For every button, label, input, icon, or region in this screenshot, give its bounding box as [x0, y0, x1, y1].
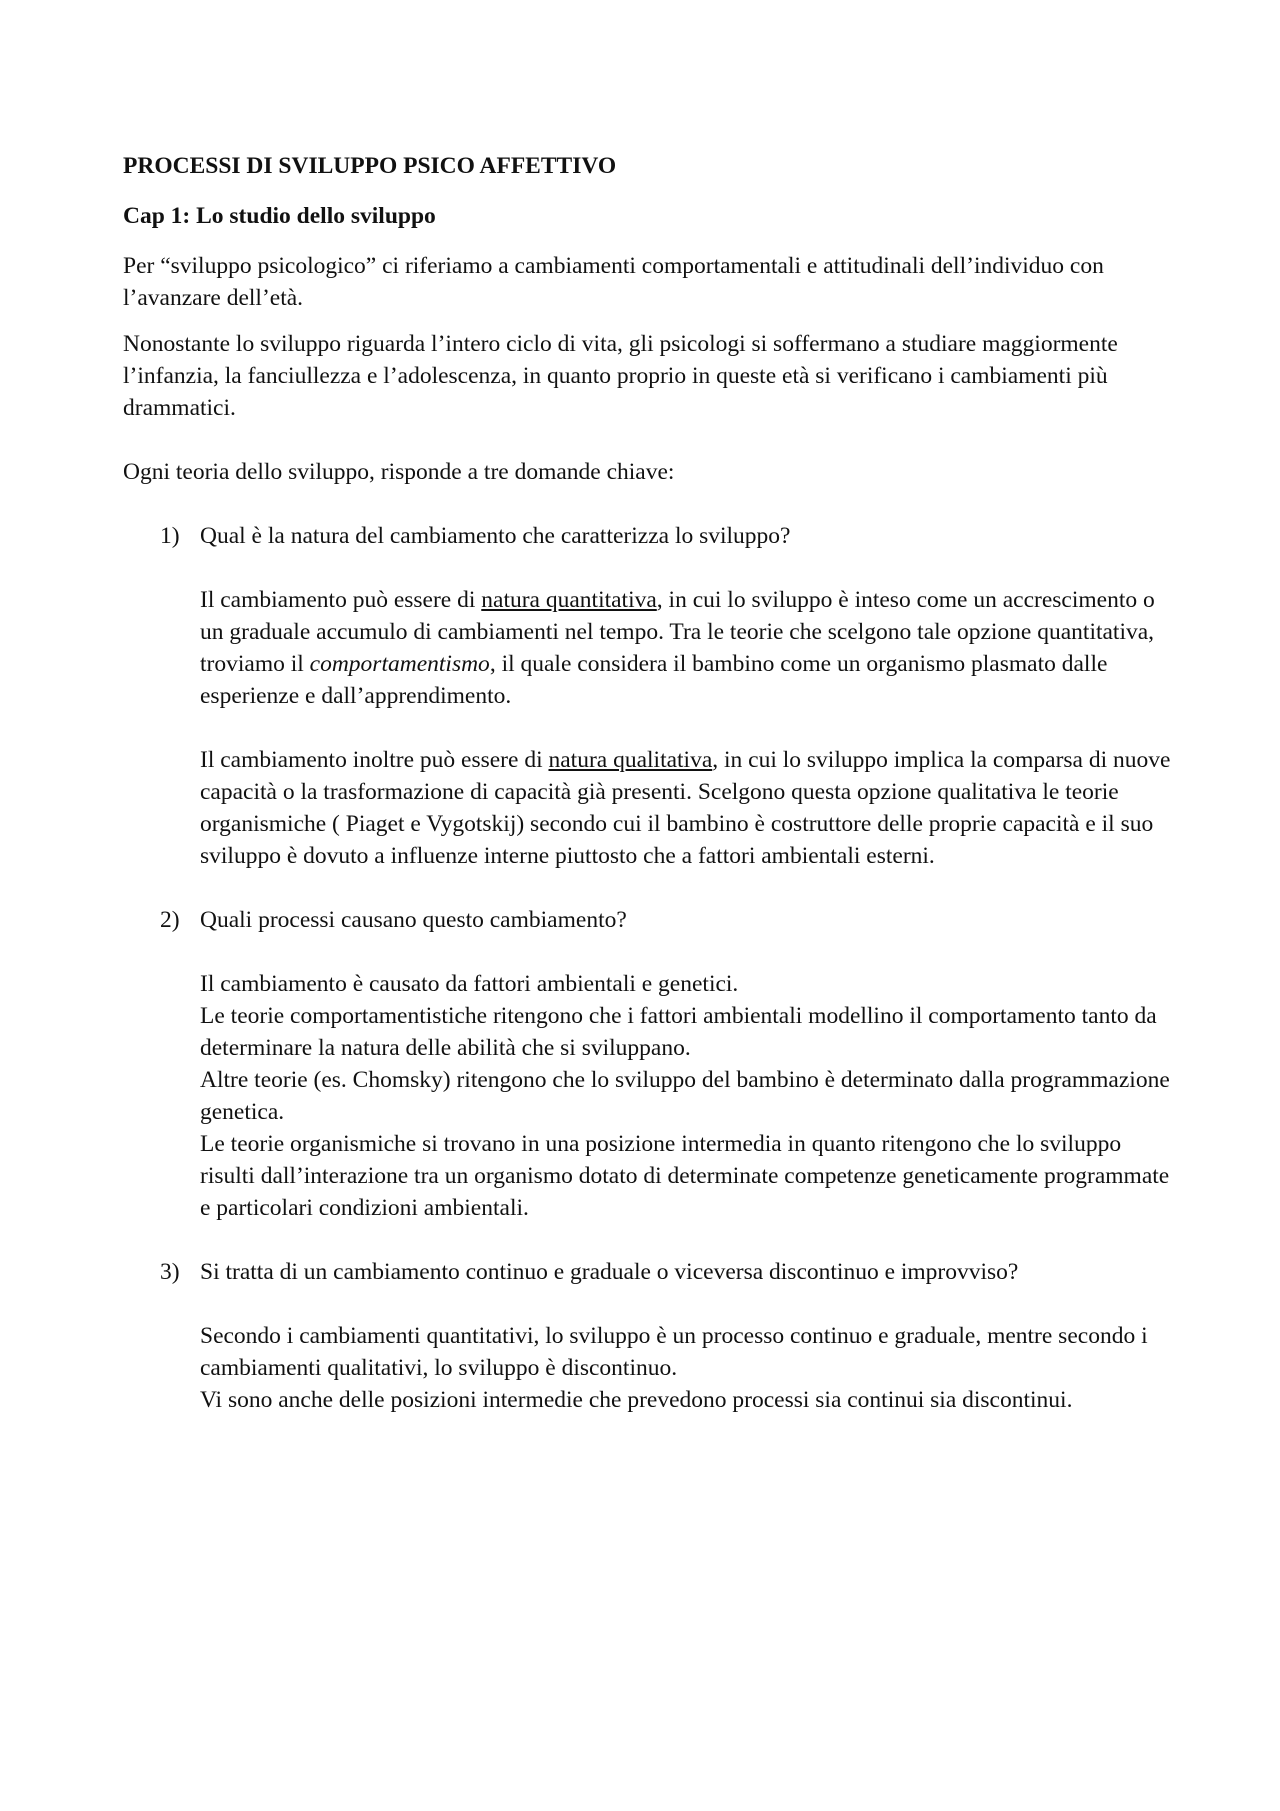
document-title: PROCESSI DI SVILUPPO PSICO AFFETTIVO	[123, 153, 617, 179]
question-1	[123, 520, 1173, 552]
answer-text: , in cui lo sviluppo è inteso come un accrescimento o un graduale accumulo di cambiamenti nel tempo. Tra le teorie che scelgono tale opzione quantitativa, troviamo il	[200, 587, 1155, 677]
question-3	[123, 1256, 1173, 1288]
answer-line: Secondo i cambiamenti quantitativi, lo sviluppo è un processo continuo e graduale, mentre secondo i cambiamenti qualitativi, lo sviluppo è discontinuo.	[200, 1323, 1148, 1381]
spacer	[123, 438, 1173, 456]
underlined-term: natura quantitativa	[481, 587, 657, 613]
document-page	[123, 150, 1173, 1448]
intro-paragraph-3: Ogni teoria dello sviluppo, risponde a tre domande chiave:	[123, 459, 675, 485]
question-text: Si tratta di un cambiamento continuo e graduale o viceversa discontinuo e improvviso?	[200, 1259, 1019, 1285]
intro-paragraph-2: Nonostante lo sviluppo riguarda l’intero ciclo di vita, gli psicologi si soffermano a studiare maggiormente l’infanzia, la fanciullezza e l’adolescenza, in quanto proprio in queste età si verificano i cambiamenti più drammatici.	[123, 331, 1118, 421]
question-text: Qual è la natura del cambiamento che caratterizza lo sviluppo?	[200, 523, 791, 549]
question-2	[123, 904, 1173, 936]
answer-text: , il quale considera il bambino come un organismo plasmato dalle esperienze e dall’apprendimento.	[200, 651, 1108, 709]
intro-paragraph-1: Per “sviluppo psicologico” ci riferiamo a cambiamenti comportamentali e attitudinali dell’individuo con l’avanzare dell’età.	[123, 253, 1104, 311]
question-number: 2)	[160, 907, 180, 933]
answer-line: Le teorie organismiche si trovano in una posizione intermedia in quanto ritengono che lo sviluppo risulti dall’interazione tra un organismo dotato di determinate competenze geneticamente programmate e particolari condizioni ambientali.	[200, 1131, 1170, 1221]
answer-1-paragraph-1	[123, 584, 1173, 712]
answer-line: Altre teorie (es. Chomsky) ritengono che lo sviluppo del bambino è determinato dalla programmazione genetica.	[200, 1067, 1170, 1125]
answer-1-paragraph-2	[123, 744, 1173, 872]
answer-text: Il cambiamento inoltre può essere di	[200, 747, 549, 773]
question-text: Quali processi causano questo cambiamento?	[200, 907, 627, 933]
answer-2	[123, 968, 1173, 1224]
answer-3	[123, 1320, 1173, 1416]
answer-line: Vi sono anche delle posizioni intermedie che prevedono processi sia continui sia discontinui.	[200, 1387, 1073, 1413]
question-block-3	[123, 1256, 1173, 1416]
chapter-heading: Cap 1: Lo studio dello sviluppo	[123, 203, 436, 229]
underlined-term: natura qualitativa	[548, 747, 713, 773]
italic-term: comportamentismo	[309, 651, 490, 677]
question-number: 1)	[160, 523, 180, 549]
question-block-2	[123, 904, 1173, 1224]
answer-line: Le teorie comportamentistiche ritengono che i fattori ambientali modellino il comportamento tanto da determinare la natura delle abilità che si sviluppano.	[200, 1003, 1157, 1061]
question-number: 3)	[160, 1259, 180, 1285]
question-block-1	[123, 520, 1173, 872]
answer-line: Il cambiamento è causato da fattori ambientali e genetici.	[200, 971, 739, 997]
answer-text: , in cui lo sviluppo implica la comparsa di nuove capacità o la trasformazione di capacità già presenti. Scelgono questa opzione qualitativa le teorie organismiche ( Piaget e Vygotskij) secondo cui il bambino è costruttore delle proprie capacità e il suo sviluppo è dovuto a influenze interne piuttosto che a fattori ambientali esterni.	[200, 747, 1171, 869]
answer-text: Il cambiamento può essere di	[200, 587, 482, 613]
